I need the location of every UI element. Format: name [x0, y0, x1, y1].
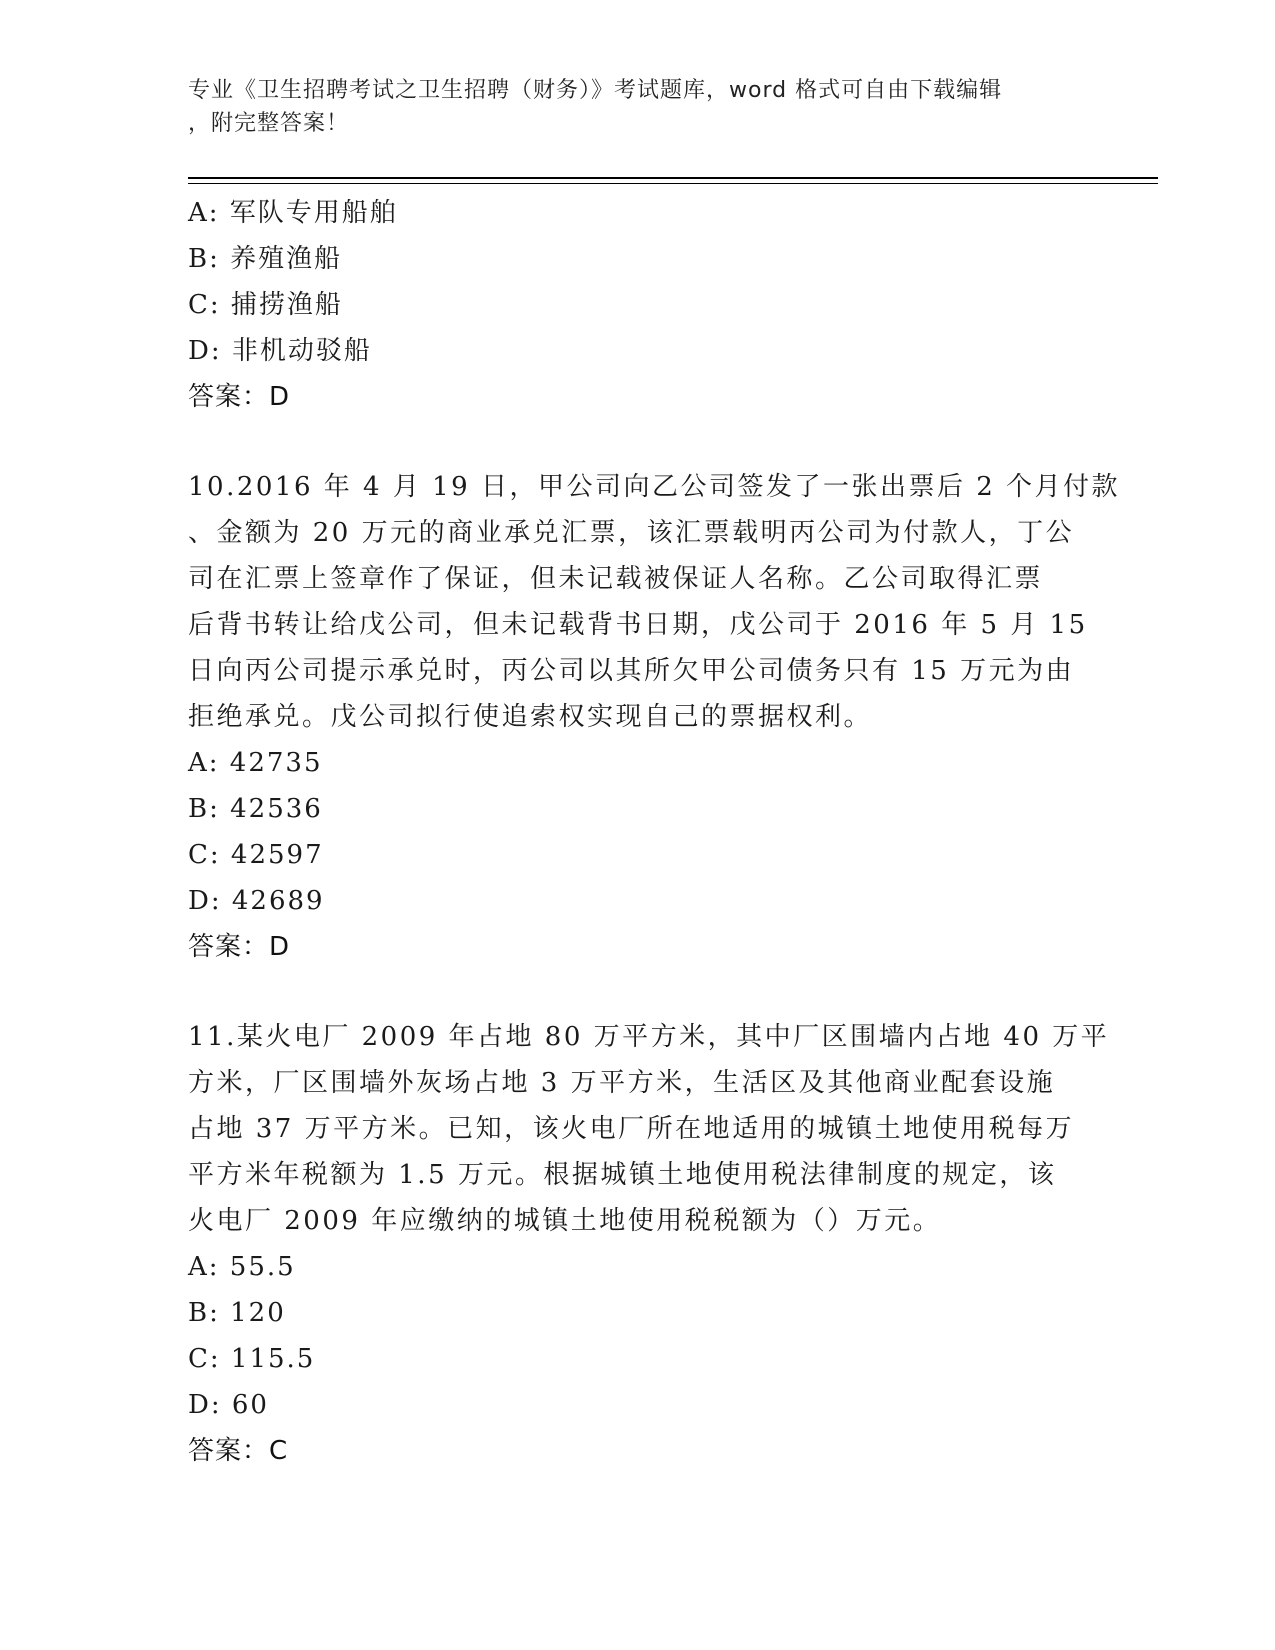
question-list	[188, 190, 1121, 1474]
stem-line: 司在汇票上签章作了保证，但未记载被保证人名称。乙公司取得汇票	[188, 564, 1044, 594]
option-b: B: 120	[188, 1298, 286, 1328]
document-header	[188, 74, 1068, 140]
question-spacer	[188, 420, 1078, 464]
stem-line: 后背书转让给戊公司，但未记载背书日期，戊公司于 2016 年 5 月 15	[188, 610, 1088, 640]
option-b: B: 养殖渔船	[188, 244, 343, 274]
question-9	[188, 190, 1078, 420]
question-spacer	[188, 970, 1078, 1014]
option-c: C: 42597	[188, 840, 324, 870]
header-line-1: 专业《卫生招聘考试之卫生招聘（财务）》考试题库，word 格式可自由下载编辑	[188, 78, 1003, 103]
question-11	[188, 1014, 1110, 1474]
option-d: D: 60	[188, 1390, 269, 1420]
question-stem	[188, 464, 1121, 740]
option-c: C: 捕捞渔船	[188, 290, 343, 320]
option-d: D: 42689	[188, 886, 325, 916]
option-a: A: 军队专用船舶	[188, 198, 398, 228]
header-line-2: ，附完整答案！	[188, 111, 350, 136]
stem-line: 、金额为 20 万元的商业承兑汇票，该汇票载明丙公司为付款人，丁公	[188, 518, 1075, 548]
option-c: C: 115.5	[188, 1344, 316, 1374]
question-10	[188, 464, 1121, 970]
question-stem	[188, 1014, 1110, 1244]
stem-line: 平方米年税额为 1.5 万元。根据城镇土地使用税法律制度的规定，该	[188, 1160, 1057, 1190]
stem-line: 11.某火电厂 2009 年占地 80 万平方米，其中厂区围墙内占地 40 万平	[188, 1022, 1110, 1052]
header-divider-thick	[188, 177, 1158, 179]
header-divider-thin	[188, 183, 1158, 184]
stem-line: 拒绝承兑。戊公司拟行使追索权实现自己的票据权利。	[188, 702, 873, 732]
option-a: A: 55.5	[188, 1252, 296, 1282]
answer-label: 答案：D	[188, 382, 291, 412]
stem-line: 方米，厂区围墙外灰场占地 3 万平方米，生活区及其他商业配套设施	[188, 1068, 1056, 1098]
stem-line: 火电厂 2009 年应缴纳的城镇土地使用税税额为（）万元。	[188, 1206, 942, 1236]
option-d: D: 非机动驳船	[188, 336, 372, 366]
stem-line: 日向丙公司提示承兑时，丙公司以其所欠甲公司债务只有 15 万元为由	[188, 656, 1075, 686]
answer-label: 答案：C	[188, 1436, 289, 1466]
stem-line: 占地 37 万平方米。已知，该火电厂所在地适用的城镇土地使用税每万	[188, 1114, 1075, 1144]
option-a: A: 42735	[188, 748, 323, 778]
answer-label: 答案：D	[188, 932, 291, 962]
stem-line: 10.2016 年 4 月 19 日，甲公司向乙公司签发了一张出票后 2 个月付款	[188, 472, 1121, 502]
option-b: B: 42536	[188, 794, 323, 824]
